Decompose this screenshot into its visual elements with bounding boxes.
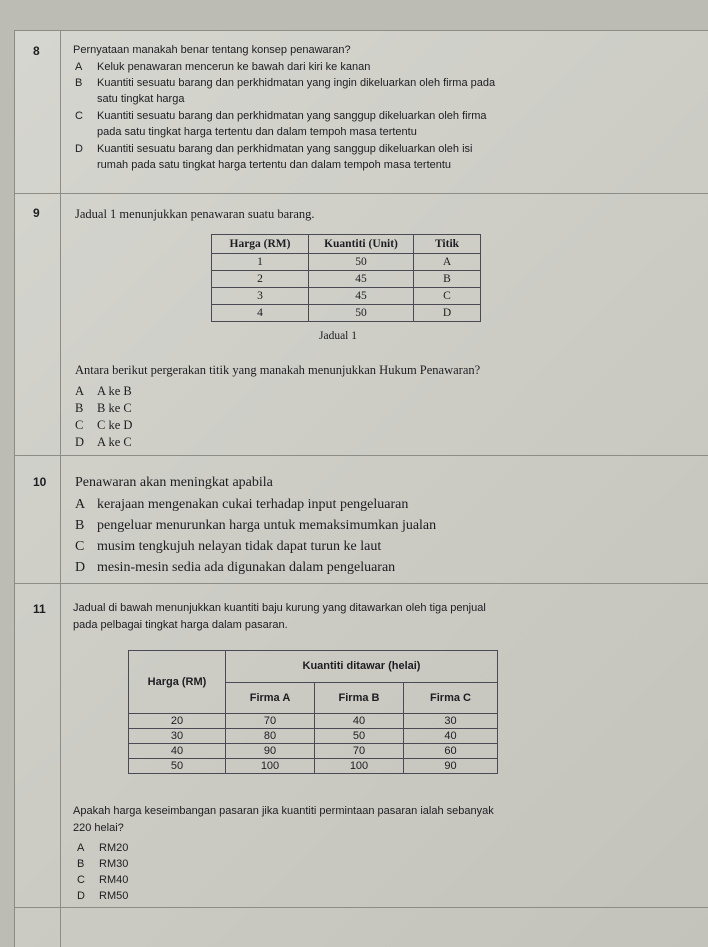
question-8-option-d: D Kuantiti sesuatu barang dan perkhidmatan yang sanggup dikeluarkan oleh isi	[75, 143, 473, 155]
question-11-option-c: C RM40	[77, 874, 129, 886]
row-divider-top	[15, 30, 708, 31]
table-header-kuantiti-ditawar: Kuantiti ditawar (helai)	[226, 651, 498, 683]
row-divider-8-9	[15, 193, 708, 194]
question-8-option-a: A Keluk penawaran mencerun ke bawah dari kiri ke kanan	[75, 61, 371, 73]
question-8-option-c-line2: pada satu tingkat harga tertentu dan dalam tempoh masa tertentu	[97, 126, 417, 138]
table-header-harga: Harga (RM)	[129, 651, 226, 714]
jadual-1-table	[211, 234, 481, 322]
question-9-option-a: A A ke B	[75, 384, 132, 398]
table-row: 40 90 70 60	[129, 744, 498, 759]
question-8-text: Pernyataan manakah benar tentang konsep penawaran?	[73, 44, 351, 56]
table-row: 50 100 100 90	[129, 759, 498, 774]
question-8-option-c: C Kuantiti sesuatu barang dan perkhidmatan yang sanggup dikeluarkan oleh firma	[75, 110, 487, 122]
question-11-number: 11	[33, 602, 46, 616]
table-header-firma-c: Firma C	[404, 682, 498, 714]
kuantiti-ditawar-table	[128, 650, 498, 774]
row-divider-bottom	[15, 907, 708, 908]
question-10-option-d: D mesin-mesin sedia ada digunakan dalam pengeluaran	[75, 560, 396, 575]
question-8-number: 8	[33, 44, 40, 58]
question-10-option-b: B pengeluar menurunkan harga untuk memaksimumkan jualan	[75, 518, 437, 533]
table-header-firma-a: Firma A	[226, 682, 315, 714]
question-9-option-d: D A ke C	[75, 435, 132, 449]
question-11-option-a: A RM20	[77, 842, 129, 854]
question-11-option-d: D RM50	[77, 890, 129, 902]
table-header-kuantiti: Kuantiti (Unit)	[309, 235, 414, 254]
question-11-intro-line2: pada pelbagai tingkat harga dalam pasaran.	[73, 619, 288, 631]
question-11-text-line2: 220 helai?	[73, 822, 124, 834]
question-9-option-c: C C ke D	[75, 418, 133, 432]
table-row: 3 45 C	[212, 288, 481, 305]
question-10-text: Penawaran akan meningkat apabila	[75, 475, 273, 490]
table-row: 1 50 A	[212, 254, 481, 271]
question-9-intro: Jadual 1 menunjukkan penawaran suatu barang.	[75, 207, 315, 221]
table-header-harga: Harga (RM)	[212, 235, 309, 254]
row-divider-10-11	[15, 583, 708, 584]
question-11-intro-line1: Jadual di bawah menunjukkan kuantiti baju kurung yang ditawarkan oleh tiga penjual	[73, 602, 486, 614]
table-header-titik: Titik	[414, 235, 481, 254]
question-11-option-b: B RM30	[77, 858, 129, 870]
table-row: 20 70 40 30	[129, 714, 498, 729]
table-row: 30 80 50 40	[129, 729, 498, 744]
question-8-option-b: B Kuantiti sesuatu barang dan perkhidmatan yang ingin dikeluarkan oleh firma pada	[75, 77, 496, 89]
question-10-option-a: A kerajaan mengenakan cukai terhadap input pengeluaran	[75, 497, 409, 512]
question-9-option-b: B B ke C	[75, 401, 132, 415]
question-9-number: 9	[33, 206, 40, 220]
question-10-number: 10	[33, 475, 47, 489]
table-row: 2 45 B	[212, 271, 481, 288]
number-column-divider	[60, 30, 61, 947]
jadual-1-caption: Jadual 1	[319, 330, 358, 342]
question-11-text-line1: Apakah harga keseimbangan pasaran jika kuantiti permintaan pasaran ialah sebanyak	[73, 805, 494, 817]
question-10-option-c: C musim tengkujuh nelayan tidak dapat turun ke laut	[75, 539, 382, 554]
question-8-option-d-line2: rumah pada satu tingkat harga tertentu dan dalam tempoh masa tertentu	[97, 159, 452, 171]
table-row: 4 50 D	[212, 305, 481, 322]
row-divider-9-10	[15, 455, 708, 456]
table-header-firma-b: Firma B	[315, 682, 404, 714]
exam-sheet	[14, 30, 708, 947]
question-9-text: Antara berikut pergerakan titik yang manakah menunjukkan Hukum Penawaran?	[75, 363, 481, 377]
question-8-option-b-line2: satu tingkat harga	[97, 93, 185, 105]
